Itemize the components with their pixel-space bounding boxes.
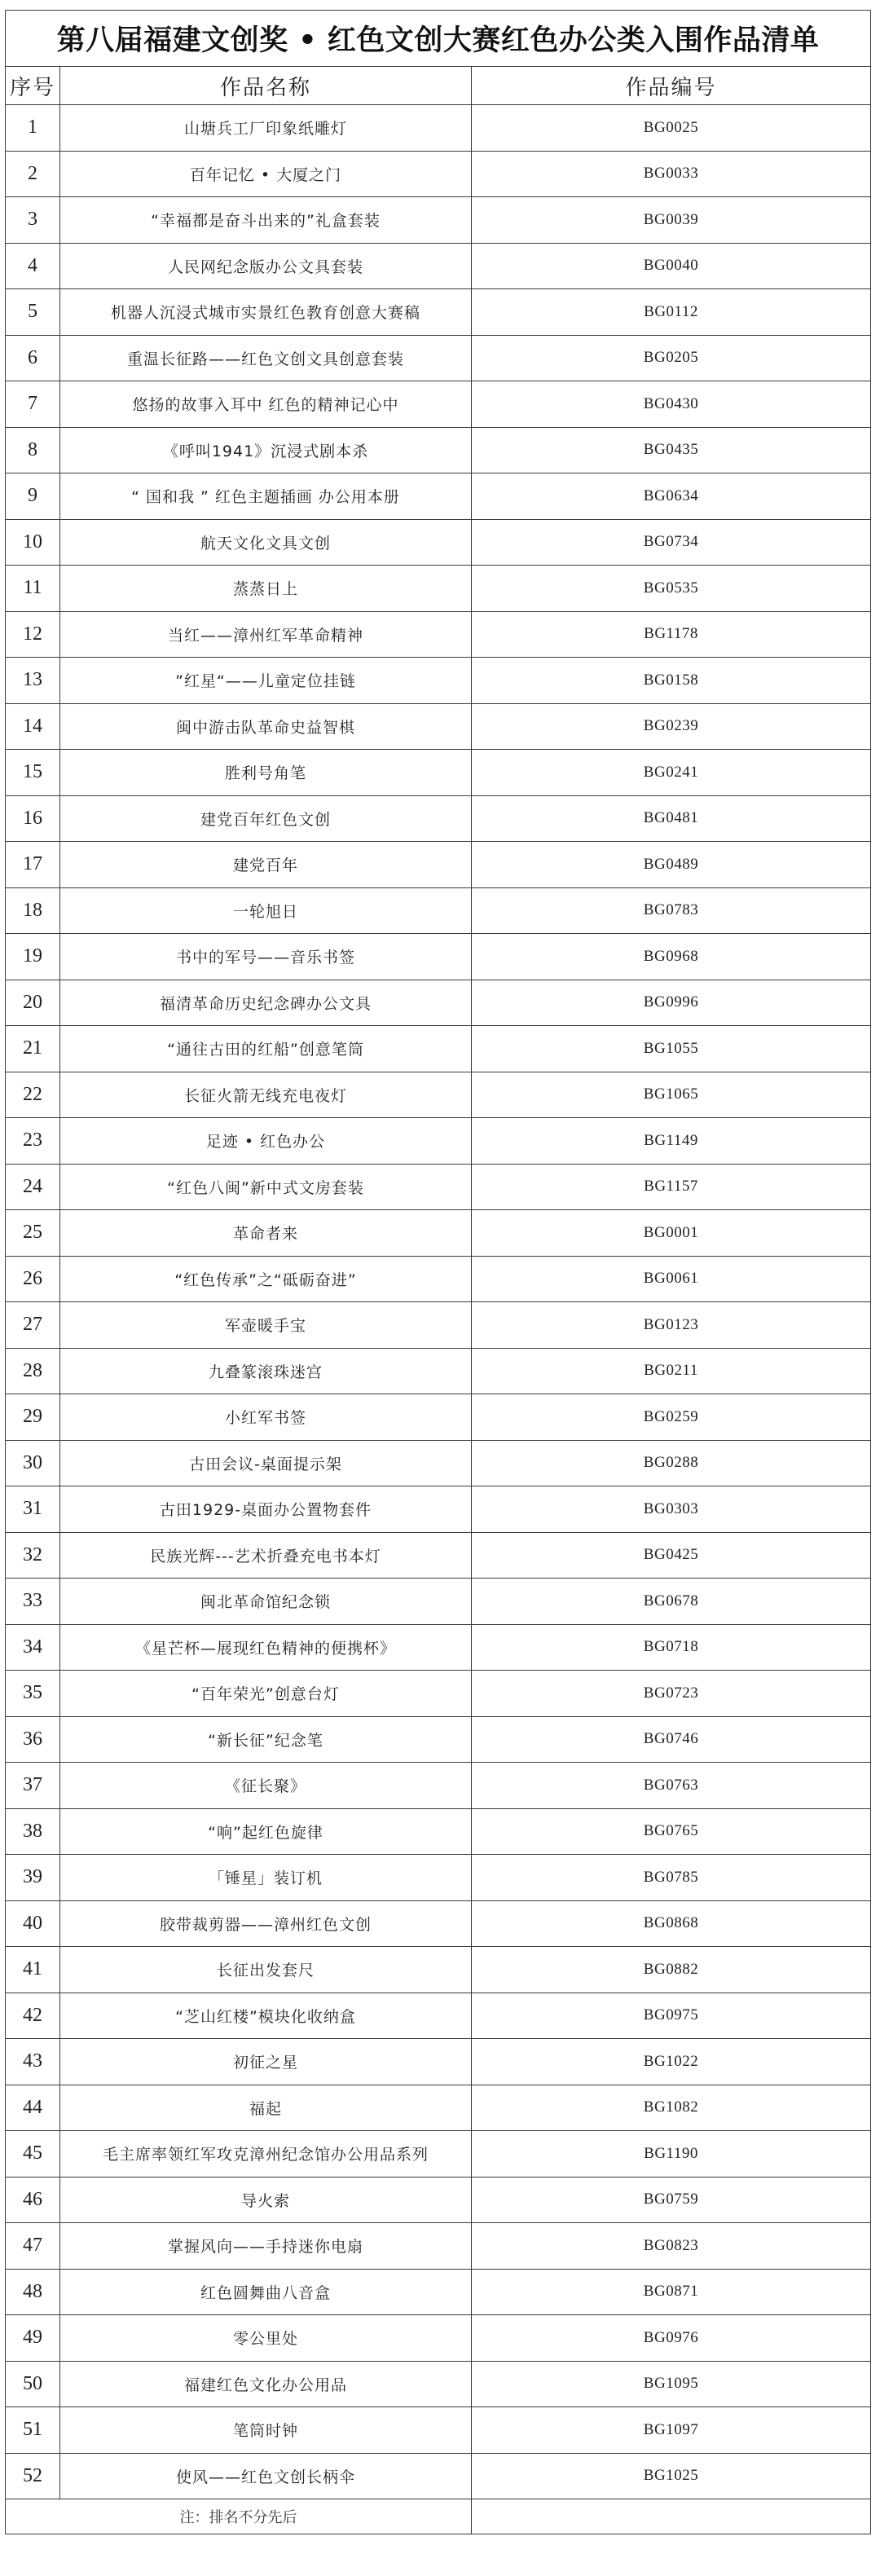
work-code: BG0241 [472, 750, 871, 796]
work-code: BG0678 [472, 1579, 871, 1625]
work-name: “百年荣光”创意台灯 [60, 1671, 472, 1717]
row-number: 2 [6, 151, 60, 197]
table-row [6, 197, 871, 244]
work-code: BG1055 [472, 1026, 871, 1072]
table-row [6, 934, 871, 980]
work-code: BG0746 [472, 1716, 871, 1763]
table-row [6, 2039, 871, 2085]
table-row [6, 842, 871, 888]
row-number: 46 [6, 2177, 60, 2223]
row-number: 8 [6, 427, 60, 473]
title-row [6, 11, 871, 67]
row-number: 21 [6, 1026, 60, 1072]
work-code: BG0303 [472, 1486, 871, 1533]
work-code: BG0288 [472, 1440, 871, 1486]
header-code: 作品编号 [472, 67, 871, 105]
work-code: BG0025 [472, 105, 871, 152]
row-number: 41 [6, 1947, 60, 1993]
work-code: BG0061 [472, 1256, 871, 1302]
row-number: 25 [6, 1210, 60, 1257]
work-name: 《征长聚》 [60, 1763, 472, 1809]
work-code: BG0033 [472, 151, 871, 197]
table-row [6, 750, 871, 796]
work-name: 笔筒时钟 [60, 2407, 472, 2454]
row-number: 26 [6, 1256, 60, 1302]
work-name: 革命者来 [60, 1210, 472, 1257]
row-number: 1 [6, 105, 60, 152]
row-number: 51 [6, 2407, 60, 2454]
footnote: 注：排名不分先后 [6, 2499, 472, 2534]
table-row [6, 1900, 871, 1947]
table-row [6, 1256, 871, 1302]
row-number: 11 [6, 566, 60, 612]
table-row [6, 1026, 871, 1072]
header-no: 序号 [6, 67, 60, 105]
work-name: 人民网纪念版办公文具套装 [60, 243, 472, 289]
work-name: “响”起红色旋律 [60, 1808, 472, 1855]
work-code: BG0481 [472, 795, 871, 842]
table-row [6, 289, 871, 336]
note-row [6, 2499, 871, 2534]
row-number: 43 [6, 2039, 60, 2085]
work-code: BG0430 [472, 381, 871, 428]
work-code: BG0783 [472, 887, 871, 934]
work-name: “幸福都是奋斗出来的”礼盒套装 [60, 197, 472, 244]
table-row [6, 1716, 871, 1763]
work-code: BG0535 [472, 566, 871, 612]
table-row [6, 887, 871, 934]
work-code: BG0765 [472, 1808, 871, 1855]
work-name: 闽北革命馆纪念锁 [60, 1579, 472, 1625]
table-row [6, 427, 871, 473]
work-name: 书中的军号——音乐书签 [60, 934, 472, 980]
table-row [6, 1440, 871, 1486]
row-number: 36 [6, 1716, 60, 1763]
work-code: BG1149 [472, 1118, 871, 1165]
work-name: 胜利号角笔 [60, 750, 472, 796]
table-row [6, 2315, 871, 2362]
page-title: 第八届福建文创奖 • 红色文创大赛红色办公类入围作品清单 [6, 11, 871, 67]
work-name: 福起 [60, 2085, 472, 2131]
row-number: 32 [6, 1532, 60, 1579]
row-number: 37 [6, 1763, 60, 1809]
work-code: BG0823 [472, 2223, 871, 2270]
work-code: BG0040 [472, 243, 871, 289]
table-row [6, 1671, 871, 1717]
table-row [6, 566, 871, 612]
table-row [6, 243, 871, 289]
work-code: BG1025 [472, 2453, 871, 2499]
work-name: 九叠篆滚珠迷宫 [60, 1348, 472, 1394]
row-number: 13 [6, 658, 60, 704]
table-row [6, 1394, 871, 1441]
work-name: 闽中游击队革命史益智棋 [60, 703, 472, 750]
work-name: 民族光辉---艺术折叠充电书本灯 [60, 1532, 472, 1579]
row-number: 45 [6, 2131, 60, 2177]
table-row [6, 980, 871, 1026]
table-row [6, 381, 871, 428]
work-name: 建党百年红色文创 [60, 795, 472, 842]
work-name: “芝山红楼”模块化收纳盒 [60, 1993, 472, 2039]
work-name: “通往古田的红船”创意笔筒 [60, 1026, 472, 1072]
table-row [6, 335, 871, 381]
row-number: 14 [6, 703, 60, 750]
work-code: BG1178 [472, 611, 871, 658]
row-number: 3 [6, 197, 60, 244]
work-name: 一轮旭日 [60, 887, 472, 934]
work-code: BG0968 [472, 934, 871, 980]
work-name: 毛主席率领红军攻克漳州纪念馆办公用品系列 [60, 2131, 472, 2177]
row-number: 5 [6, 289, 60, 336]
row-number: 22 [6, 1072, 60, 1118]
work-name: 「锤星」装订机 [60, 1855, 472, 1901]
table-row [6, 1579, 871, 1625]
row-number: 30 [6, 1440, 60, 1486]
work-name: 当红——漳州红军革命精神 [60, 611, 472, 658]
footnote-blank-cell [472, 2499, 871, 2534]
row-number: 47 [6, 2223, 60, 2270]
work-code: BG0425 [472, 1532, 871, 1579]
table-row [6, 2177, 871, 2223]
work-code: BG0039 [472, 197, 871, 244]
row-number: 7 [6, 381, 60, 428]
table-row [6, 1947, 871, 1993]
table-row [6, 2131, 871, 2177]
work-code: BG0734 [472, 519, 871, 566]
shortlist-table [5, 10, 871, 2534]
work-name: “ 国和我 ” 红色主题插画 办公用本册 [60, 473, 472, 520]
work-code: BG0634 [472, 473, 871, 520]
work-name: 悠扬的故事入耳中 红色的精神记心中 [60, 381, 472, 428]
work-code: BG0211 [472, 1348, 871, 1394]
work-code: BG0723 [472, 1671, 871, 1717]
work-name: 福清革命历史纪念碑办公文具 [60, 980, 472, 1026]
work-name: 蒸蒸日上 [60, 566, 472, 612]
table-row [6, 1855, 871, 1901]
row-number: 28 [6, 1348, 60, 1394]
work-code: BG0975 [472, 1993, 871, 2039]
work-code: BG0205 [472, 335, 871, 381]
row-number: 33 [6, 1579, 60, 1625]
table-row [6, 2453, 871, 2499]
table-row [6, 1993, 871, 2039]
work-code: BG1097 [472, 2407, 871, 2454]
work-code: BG0785 [472, 1855, 871, 1901]
row-number: 39 [6, 1855, 60, 1901]
table-body [6, 105, 871, 2499]
work-name: 长征火箭无线充电夜灯 [60, 1072, 472, 1118]
work-name: 百年记忆 • 大厦之门 [60, 151, 472, 197]
work-name: 初征之星 [60, 2039, 472, 2085]
work-name: 机器人沉浸式城市实景红色教育创意大赛稿 [60, 289, 472, 336]
table-row [6, 2361, 871, 2407]
work-code: BG0976 [472, 2315, 871, 2362]
header-row [6, 67, 871, 105]
table-row [6, 703, 871, 750]
work-name: 航天文化文具文创 [60, 519, 472, 566]
work-code: BG1190 [472, 2131, 871, 2177]
work-code: BG1022 [472, 2039, 871, 2085]
work-name: 《呼叫1941》沉浸式剧本杀 [60, 427, 472, 473]
work-name: 零公里处 [60, 2315, 472, 2362]
work-name: 使风——红色文创长柄伞 [60, 2453, 472, 2499]
row-number: 24 [6, 1164, 60, 1210]
work-name: “红色八闽”新中式文房套装 [60, 1164, 472, 1210]
work-code: BG0239 [472, 703, 871, 750]
row-number: 10 [6, 519, 60, 566]
work-code: BG0868 [472, 1900, 871, 1947]
table-row [6, 519, 871, 566]
row-number: 38 [6, 1808, 60, 1855]
table-row [6, 2223, 871, 2270]
work-code: BG0718 [472, 1624, 871, 1671]
row-number: 40 [6, 1900, 60, 1947]
table-row [6, 1164, 871, 1210]
row-number: 52 [6, 2453, 60, 2499]
table-row [6, 2407, 871, 2454]
row-number: 29 [6, 1394, 60, 1441]
row-number: 6 [6, 335, 60, 381]
table-row [6, 473, 871, 520]
table-row [6, 151, 871, 197]
row-number: 20 [6, 980, 60, 1026]
work-code: BG1157 [472, 1164, 871, 1210]
work-name: 福建红色文化办公用品 [60, 2361, 472, 2407]
work-code: BG0435 [472, 427, 871, 473]
work-code: BG0489 [472, 842, 871, 888]
work-name: “新长征”纪念笔 [60, 1716, 472, 1763]
row-number: 27 [6, 1302, 60, 1349]
row-number: 15 [6, 750, 60, 796]
work-name: 胶带裁剪器——漳州红色文创 [60, 1900, 472, 1947]
table-row [6, 1532, 871, 1579]
work-name: 军壶暖手宝 [60, 1302, 472, 1349]
work-code: BG1065 [472, 1072, 871, 1118]
row-number: 4 [6, 243, 60, 289]
table-row [6, 2085, 871, 2131]
table-row [6, 1118, 871, 1165]
row-number: 49 [6, 2315, 60, 2362]
table-row [6, 611, 871, 658]
work-name: 小红军书签 [60, 1394, 472, 1441]
work-name: 掌握风向——手持迷你电扇 [60, 2223, 472, 2270]
work-name: 导火索 [60, 2177, 472, 2223]
work-code: BG0259 [472, 1394, 871, 1441]
row-number: 19 [6, 934, 60, 980]
table-row [6, 1763, 871, 1809]
work-code: BG1095 [472, 2361, 871, 2407]
row-number: 16 [6, 795, 60, 842]
work-code: BG0996 [472, 980, 871, 1026]
row-number: 50 [6, 2361, 60, 2407]
table-row [6, 1348, 871, 1394]
table-row [6, 658, 871, 704]
work-name: 《星芒杯—展现红色精神的便携杯》 [60, 1624, 472, 1671]
work-code: BG0123 [472, 1302, 871, 1349]
work-code: BG0763 [472, 1763, 871, 1809]
row-number: 48 [6, 2269, 60, 2315]
table-row [6, 1210, 871, 1257]
row-number: 9 [6, 473, 60, 520]
row-number: 31 [6, 1486, 60, 1533]
header-name: 作品名称 [60, 67, 472, 105]
table-row [6, 1624, 871, 1671]
work-code: BG0001 [472, 1210, 871, 1257]
row-number: 18 [6, 887, 60, 934]
work-name: “红色传承”之“砥砺奋进” [60, 1256, 472, 1302]
work-name: 足迹 • 红色办公 [60, 1118, 472, 1165]
work-code: BG0158 [472, 658, 871, 704]
work-name: ”红星“——儿童定位挂链 [60, 658, 472, 704]
row-number: 23 [6, 1118, 60, 1165]
work-code: BG0759 [472, 2177, 871, 2223]
row-number: 17 [6, 842, 60, 888]
table-row [6, 795, 871, 842]
work-name: 重温长征路——红色文创文具创意套装 [60, 335, 472, 381]
row-number: 42 [6, 1993, 60, 2039]
work-name: 红色圆舞曲八音盒 [60, 2269, 472, 2315]
row-number: 35 [6, 1671, 60, 1717]
row-number: 44 [6, 2085, 60, 2131]
table-row [6, 105, 871, 152]
work-code: BG1082 [472, 2085, 871, 2131]
table-row [6, 2269, 871, 2315]
work-code: BG0871 [472, 2269, 871, 2315]
row-number: 12 [6, 611, 60, 658]
work-name: 长征出发套尺 [60, 1947, 472, 1993]
table-row [6, 1486, 871, 1533]
work-code: BG0112 [472, 289, 871, 336]
row-number: 34 [6, 1624, 60, 1671]
table-row [6, 1808, 871, 1855]
work-name: 山塘兵工厂印象纸雕灯 [60, 105, 472, 152]
work-code: BG0882 [472, 1947, 871, 1993]
table-row [6, 1072, 871, 1118]
work-name: 建党百年 [60, 842, 472, 888]
work-name: 古田会议-桌面提示架 [60, 1440, 472, 1486]
table-row [6, 1302, 871, 1349]
work-name: 古田1929-桌面办公置物套件 [60, 1486, 472, 1533]
